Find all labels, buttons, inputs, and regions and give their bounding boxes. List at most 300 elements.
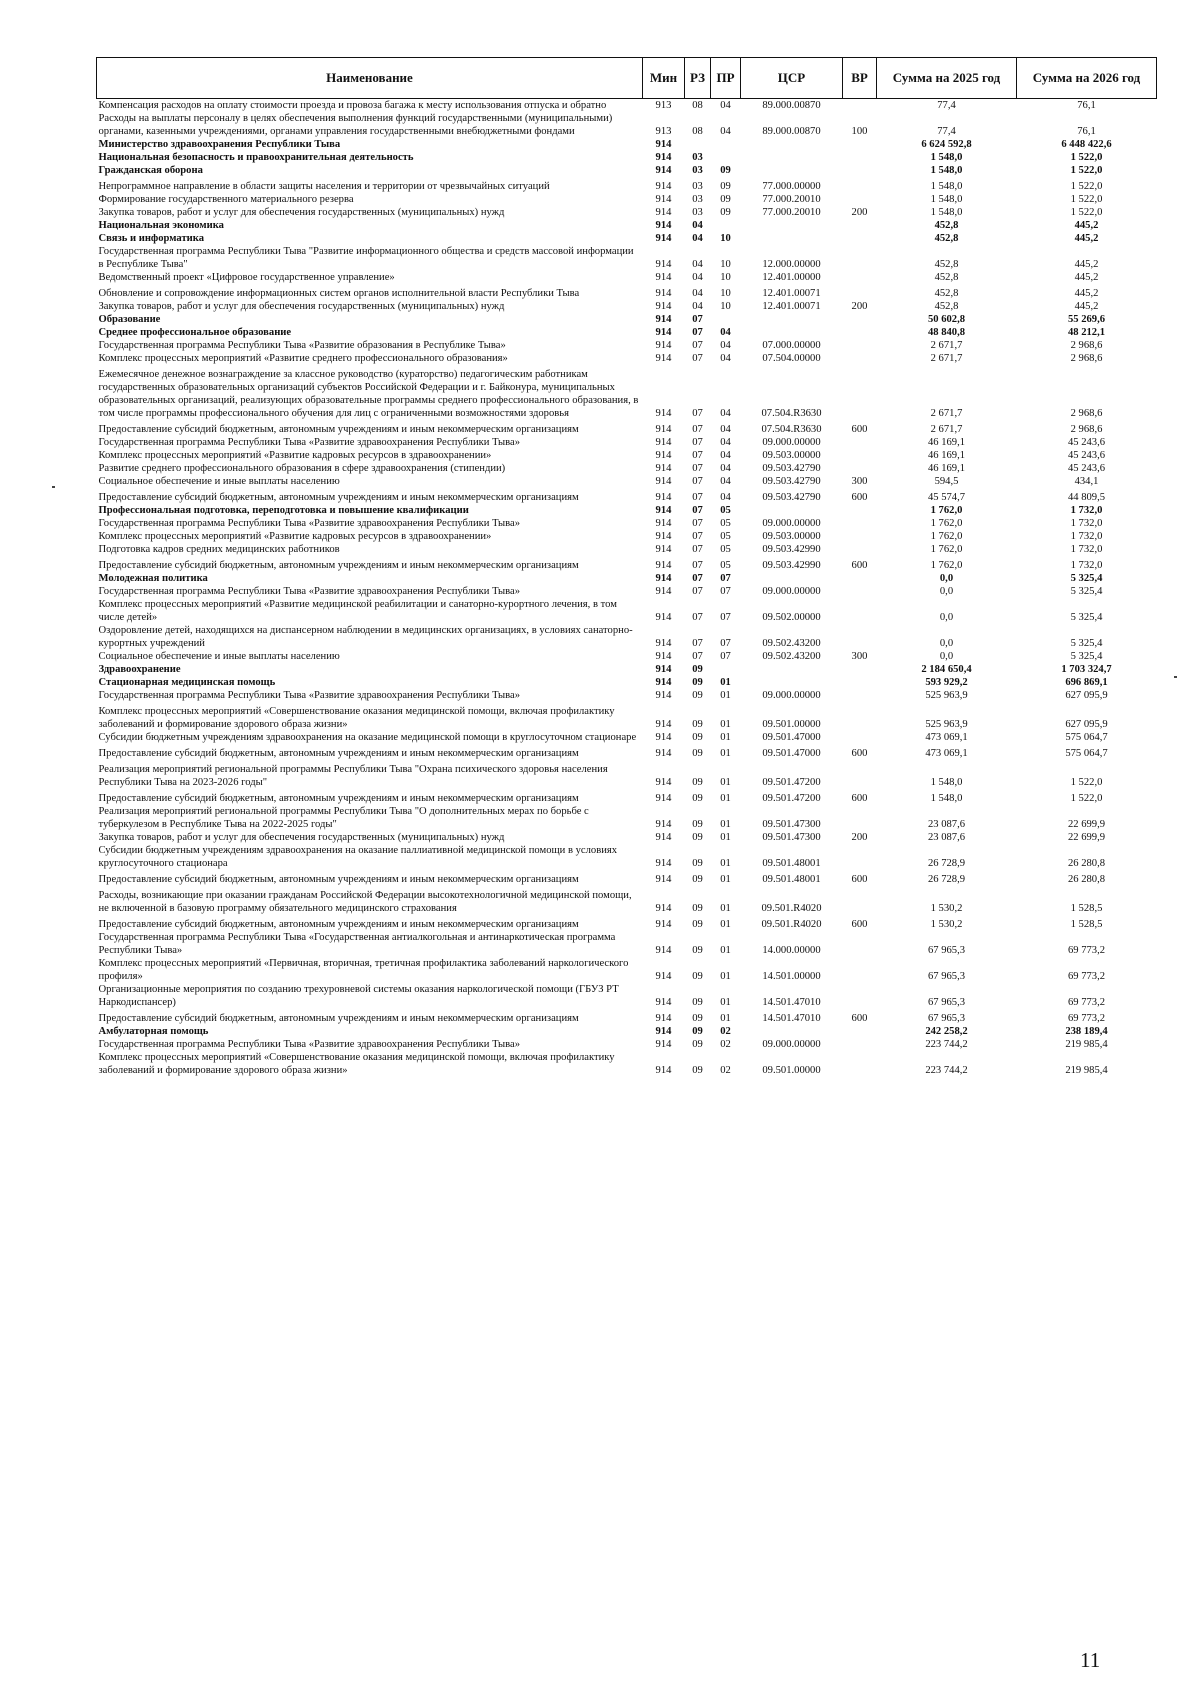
header-rz: РЗ: [685, 58, 711, 99]
row-vr: [843, 193, 877, 206]
row-pr: 02: [720, 1065, 731, 1076]
row-vr: [843, 177, 877, 193]
row-name: Субсидии бюджетным учреждениям здравоохранения на оказание паллиативной медицинской помощи в условиях круглосуточного стационара: [98, 845, 618, 869]
row-rz: 09: [692, 677, 703, 688]
row-csr: [741, 572, 843, 585]
row-sum-2025: 1 762,0: [930, 518, 963, 529]
row-min: 914: [655, 560, 672, 571]
row-min: 914: [655, 677, 672, 688]
row-min: 913: [655, 126, 672, 137]
row-vr: [843, 598, 877, 624]
row-csr: 09.503.00000: [762, 450, 821, 461]
row-pr: 01: [720, 874, 731, 885]
row-min: 914: [655, 971, 672, 982]
row-rz: 07: [692, 651, 703, 662]
row-name: Реализация мероприятий региональной программы Республики Тыва "О дополнительных мерах по борьбе с туберкулезом в Республике Тыва на 2022-2025 годы": [98, 806, 589, 830]
row-pr: 01: [720, 945, 731, 956]
row-sum-2025: 452,8: [934, 301, 959, 312]
row-sum-2026: 1 703 324,7: [1061, 664, 1112, 675]
row-csr: 14.000.00000: [762, 945, 821, 956]
table-row: [97, 326, 1157, 339]
row-min: 914: [655, 793, 672, 804]
row-csr: 77.000.20010: [762, 207, 821, 218]
row-rz: 03: [692, 165, 703, 176]
row-pr: 10: [720, 288, 731, 299]
row-vr: 200: [851, 301, 868, 312]
row-rz: 07: [692, 476, 703, 487]
row-name: Расходы, возникающие при оказании гражданам Российской Федерации высокотехнологичной медицинской помощи, не включенной в базовую программу обязательного медицинского страхования: [98, 890, 632, 914]
row-vr: 300: [851, 651, 868, 662]
table-row: [97, 99, 1157, 113]
row-pr: 04: [720, 100, 731, 111]
row-pr: 04: [720, 450, 731, 461]
row-sum-2025: 6 624 592,8: [921, 139, 972, 150]
row-min: 914: [655, 997, 672, 1008]
row-min: 914: [655, 638, 672, 649]
row-sum-2026: 1 522,0: [1070, 194, 1103, 205]
table-row: [97, 475, 1157, 488]
row-sum-2025: 67 965,3: [927, 997, 966, 1008]
row-name: Предоставление субсидий бюджетным, автономным учреждениям и иным некоммерческим организациям: [98, 874, 579, 885]
row-sum-2026: 5 325,4: [1070, 586, 1103, 597]
row-name: Государственная программа Республики Тыва «Развитие образования в Республике Тыва»: [98, 340, 506, 351]
row-min: 914: [655, 531, 672, 542]
row-csr: 09.503.42990: [762, 560, 821, 571]
row-vr: [843, 245, 877, 271]
row-csr: 09.000.00000: [762, 690, 821, 701]
row-name: Комплекс процессных мероприятий «Развитие кадровых ресурсов в здравоохранении»: [98, 450, 492, 461]
row-vr: [843, 517, 877, 530]
row-rz: 09: [692, 793, 703, 804]
row-sum-2026: 1 522,0: [1070, 777, 1103, 788]
row-name: Социальное обеспечение и иные выплаты населению: [98, 651, 340, 662]
row-rz: 03: [692, 181, 703, 192]
row-min: 914: [655, 544, 672, 555]
row-rz: 07: [692, 408, 703, 419]
row-min: 914: [655, 314, 672, 325]
table-row: [97, 760, 1157, 789]
row-name: Здравоохранение: [98, 664, 181, 675]
row-min: 914: [655, 424, 672, 435]
row-rz: 09: [692, 971, 703, 982]
row-csr: [741, 504, 843, 517]
row-sum-2025: 1 548,0: [930, 165, 963, 176]
row-csr: 14.501.47010: [762, 1013, 821, 1024]
row-sum-2025: 1 548,0: [930, 194, 963, 205]
row-pr: 04: [720, 476, 731, 487]
row-rz: 07: [692, 463, 703, 474]
row-pr: 01: [720, 919, 731, 930]
row-name: Государственная программа Республики Тыва «Развитие здравоохранения Республики Тыва»: [98, 1039, 521, 1050]
row-pr: [711, 663, 741, 676]
row-sum-2026: 45 243,6: [1067, 463, 1106, 474]
row-name: Подготовка кадров средних медицинских работников: [98, 544, 340, 555]
row-sum-2025: 1 548,0: [930, 181, 963, 192]
row-rz: 09: [692, 903, 703, 914]
row-min: 914: [655, 207, 672, 218]
row-rz: 07: [692, 544, 703, 555]
row-min: 914: [655, 690, 672, 701]
row-min: 914: [655, 327, 672, 338]
table-row: [97, 789, 1157, 805]
row-min: 914: [655, 181, 672, 192]
table-row: [97, 598, 1157, 624]
row-min: 914: [655, 340, 672, 351]
table-row: [97, 436, 1157, 449]
row-name: Оздоровление детей, находящихся на диспансерном наблюдении в медицинских организациях, в условиях санаторно-курортных учреждений: [98, 625, 633, 649]
row-name: Организационные мероприятия по созданию трехуровневой системы оказания наркологической помощи (ГБУЗ РТ Наркодиспансер): [98, 984, 619, 1008]
row-rz: 03: [692, 207, 703, 218]
row-name: Закупка товаров, работ и услуг для обеспечения государственных (муниципальных) нужд: [98, 301, 505, 312]
row-min: 914: [655, 492, 672, 503]
table-row: [97, 744, 1157, 760]
row-name: Реализация мероприятий региональной программы Республики Тыва "Охрана психического здоровья населения Республики Тыва на 2023-2026 годы": [98, 764, 608, 788]
header-name: Наименование: [97, 58, 643, 99]
row-sum-2026: 48 212,1: [1067, 327, 1106, 338]
row-name: Государственная программа Республики Тыва «Развитие здравоохранения Республики Тыва»: [98, 690, 521, 701]
row-sum-2025: 473 069,1: [925, 748, 968, 759]
row-csr: 09.501.00000: [762, 1065, 821, 1076]
row-min: 914: [655, 288, 672, 299]
row-sum-2026: 2 968,6: [1070, 408, 1103, 419]
row-pr: 01: [720, 997, 731, 1008]
table-row: [97, 462, 1157, 475]
row-pr: 01: [720, 748, 731, 759]
row-sum-2026: 1 522,0: [1070, 165, 1103, 176]
row-name: Формирование государственного материального резерва: [98, 194, 354, 205]
row-vr: [843, 232, 877, 245]
row-pr: 04: [720, 353, 731, 364]
row-sum-2026: 1 732,0: [1070, 505, 1103, 516]
row-pr: 01: [720, 832, 731, 843]
row-rz: 07: [692, 560, 703, 571]
row-sum-2025: 1 548,0: [930, 777, 963, 788]
row-pr: 01: [720, 971, 731, 982]
row-sum-2025: 77,4: [937, 126, 956, 137]
table-row: [97, 488, 1157, 504]
row-name: Комплекс процессных мероприятий «Первичная, вторичная, третичная профилактика заболеваний наркологического профиля»: [98, 958, 629, 982]
table-row: [97, 530, 1157, 543]
row-min: 914: [655, 651, 672, 662]
row-sum-2026: 1 522,0: [1070, 793, 1103, 804]
row-sum-2025: 50 602,8: [927, 314, 966, 325]
row-rz: 09: [692, 819, 703, 830]
row-name: Министерство здравоохранения Республики Тыва: [98, 139, 341, 150]
row-vr: [843, 676, 877, 689]
row-vr: [843, 352, 877, 365]
row-sum-2026: 5 325,4: [1070, 651, 1103, 662]
row-vr: [843, 983, 877, 1009]
row-sum-2025: 77,4: [937, 100, 956, 111]
table-body: [97, 99, 1157, 1078]
row-vr: 600: [851, 793, 868, 804]
row-sum-2025: 1 762,0: [930, 544, 963, 555]
row-sum-2026: 45 243,6: [1067, 450, 1106, 461]
row-name: Закупка товаров, работ и услуг для обеспечения государственных (муниципальных) нужд: [98, 832, 505, 843]
row-pr: 04: [720, 327, 731, 338]
row-rz: 09: [692, 1013, 703, 1024]
row-csr: 07.504.00000: [762, 353, 821, 364]
row-min: 914: [655, 858, 672, 869]
row-min: 914: [655, 272, 672, 283]
table-row: [97, 844, 1157, 870]
row-min: 914: [655, 1065, 672, 1076]
row-vr: 100: [851, 126, 868, 137]
row-min: 913: [655, 100, 672, 111]
row-min: 914: [655, 408, 672, 419]
table-row: [97, 585, 1157, 598]
row-min: 914: [655, 450, 672, 461]
table-row: [97, 1038, 1157, 1051]
row-csr: 09.502.00000: [762, 612, 821, 623]
row-csr: 07.504.R3630: [761, 424, 822, 435]
row-vr: [843, 138, 877, 151]
table-row: [97, 556, 1157, 572]
row-name: Государственная программа Республики Тыва «Государственная антиалкогольная и антинаркотическая программа Республики Тыва»: [98, 932, 616, 956]
row-vr: [843, 1025, 877, 1038]
row-csr: 09.503.42790: [762, 492, 821, 503]
row-min: 914: [655, 819, 672, 830]
row-sum-2026: 219 985,4: [1065, 1039, 1108, 1050]
row-sum-2026: 69 773,2: [1067, 997, 1106, 1008]
row-pr: [711, 219, 741, 232]
row-rz: 09: [692, 858, 703, 869]
row-sum-2026: 44 809,5: [1067, 492, 1106, 503]
row-sum-2025: 0,0: [939, 573, 954, 584]
table-row: [97, 702, 1157, 731]
row-csr: [741, 663, 843, 676]
header-sum-2026: Сумма на 2026 год: [1017, 58, 1157, 99]
row-rz: 07: [692, 327, 703, 338]
row-min: 914: [655, 476, 672, 487]
row-vr: [843, 271, 877, 284]
table-row: [97, 219, 1157, 232]
row-rz: 07: [692, 437, 703, 448]
row-csr: 12.401.00071: [762, 301, 821, 312]
row-pr: 01: [720, 819, 731, 830]
row-rz: 04: [692, 259, 703, 270]
row-csr: 09.000.00000: [762, 518, 821, 529]
row-min: 914: [655, 505, 672, 516]
row-rz: 09: [692, 997, 703, 1008]
row-pr: 10: [720, 233, 731, 244]
row-rz: 09: [692, 732, 703, 743]
row-rz: 07: [692, 492, 703, 503]
row-sum-2025: 452,8: [934, 220, 959, 231]
row-sum-2026: 1 732,0: [1070, 518, 1103, 529]
row-vr: 600: [851, 492, 868, 503]
row-sum-2025: 1 548,0: [930, 152, 963, 163]
row-csr: 09.501.47200: [762, 777, 821, 788]
row-pr: 01: [720, 1013, 731, 1024]
row-min: 914: [655, 777, 672, 788]
row-sum-2026: 1 732,0: [1070, 560, 1103, 571]
row-sum-2025: 2 671,7: [930, 340, 963, 351]
row-min: 914: [655, 233, 672, 244]
row-rz: 08: [692, 100, 703, 111]
row-rz: 03: [692, 194, 703, 205]
row-rz: 09: [692, 1026, 703, 1037]
row-sum-2025: 452,8: [934, 288, 959, 299]
row-pr: 05: [720, 505, 731, 516]
row-rz: 07: [692, 353, 703, 364]
row-pr: 09: [720, 207, 731, 218]
row-pr: 09: [720, 194, 731, 205]
row-min: 914: [655, 748, 672, 759]
row-vr: [843, 760, 877, 789]
row-name: Профессиональная подготовка, переподготовка и повышение квалификации: [98, 505, 469, 516]
row-pr: 02: [720, 1039, 731, 1050]
row-sum-2025: 1 548,0: [930, 207, 963, 218]
table-row: [97, 313, 1157, 326]
row-sum-2025: 223 744,2: [925, 1065, 968, 1076]
row-csr: 09.503.42790: [762, 476, 821, 487]
row-sum-2025: 48 840,8: [927, 327, 966, 338]
row-sum-2025: 1 548,0: [930, 793, 963, 804]
row-csr: 09.000.00000: [762, 437, 821, 448]
row-rz: 09: [692, 919, 703, 930]
row-rz: 09: [692, 945, 703, 956]
row-vr: [843, 1038, 877, 1051]
scan-speck: [1174, 676, 1177, 678]
row-sum-2026: 1 528,5: [1070, 919, 1103, 930]
row-name: Государственная программа Республики Тыва "Развитие информационного общества и средств массовой информации в Республике Тыва": [98, 246, 634, 270]
row-sum-2025: 67 965,3: [927, 1013, 966, 1024]
row-sum-2026: 22 699,9: [1067, 832, 1106, 843]
row-rz: 09: [692, 664, 703, 675]
row-vr: [843, 572, 877, 585]
row-pr: [711, 138, 741, 151]
row-vr: [843, 689, 877, 702]
table-row: [97, 151, 1157, 164]
row-name: Образование: [98, 314, 161, 325]
row-pr: 01: [720, 903, 731, 914]
row-sum-2026: 445,2: [1074, 233, 1099, 244]
row-csr: 09.501.47300: [762, 832, 821, 843]
table-row: [97, 420, 1157, 436]
table-row: [97, 1051, 1157, 1077]
row-sum-2026: 445,2: [1074, 259, 1099, 270]
row-pr: 07: [720, 573, 731, 584]
row-csr: 07.504.R3630: [761, 408, 822, 419]
row-csr: 09.501.47300: [762, 819, 821, 830]
table-row: [97, 831, 1157, 844]
row-name: Ведомственный проект «Цифровое государственное управление»: [98, 272, 395, 283]
row-csr: 09.501.48001: [762, 874, 821, 885]
row-csr: [741, 326, 843, 339]
row-csr: 09.502.43200: [762, 638, 821, 649]
row-name: Государственная программа Республики Тыва «Развитие здравоохранения Республики Тыва»: [98, 586, 521, 597]
row-vr: [843, 436, 877, 449]
row-sum-2026: 69 773,2: [1067, 945, 1106, 956]
row-pr: 07: [720, 638, 731, 649]
row-sum-2026: 445,2: [1074, 220, 1099, 231]
row-vr: [843, 365, 877, 420]
row-sum-2025: 473 069,1: [925, 732, 968, 743]
row-min: 914: [655, 573, 672, 584]
row-vr: [843, 504, 877, 517]
row-sum-2025: 2 671,7: [930, 353, 963, 364]
row-name: Предоставление субсидий бюджетным, автономным учреждениям и иным некоммерческим организациям: [98, 919, 579, 930]
row-rz: 09: [692, 690, 703, 701]
table-row: [97, 284, 1157, 300]
table-row: [97, 1025, 1157, 1038]
row-rz: 09: [692, 1039, 703, 1050]
row-sum-2025: 46 169,1: [927, 437, 966, 448]
row-name: Амбулаторная помощь: [98, 1026, 209, 1037]
row-csr: [741, 676, 843, 689]
row-sum-2026: 696 869,1: [1065, 677, 1108, 688]
row-sum-2026: 5 325,4: [1070, 573, 1103, 584]
row-name: Социальное обеспечение и иные выплаты населению: [98, 476, 340, 487]
row-name: Комплекс процессных мероприятий «Совершенствование оказания медицинской помощи, включая профилактику заболеваний и формирование здорового образа жизни»: [98, 706, 615, 730]
row-vr: [843, 284, 877, 300]
row-pr: 10: [720, 301, 731, 312]
row-rz: 07: [692, 612, 703, 623]
row-vr: 600: [851, 424, 868, 435]
row-vr: 300: [851, 476, 868, 487]
row-min: 914: [655, 220, 672, 231]
row-vr: [843, 339, 877, 352]
row-pr: 10: [720, 272, 731, 283]
row-csr: 77.000.20010: [762, 194, 821, 205]
row-rz: 07: [692, 638, 703, 649]
row-min: 914: [655, 1013, 672, 1024]
row-sum-2025: 452,8: [934, 259, 959, 270]
row-sum-2025: 1 530,2: [930, 903, 963, 914]
row-sum-2025: 2 671,7: [930, 408, 963, 419]
row-sum-2026: 22 699,9: [1067, 819, 1106, 830]
row-rz: 07: [692, 518, 703, 529]
row-min: 914: [655, 165, 672, 176]
row-sum-2026: 5 325,4: [1070, 612, 1103, 623]
table-row: [97, 352, 1157, 365]
table-row: [97, 572, 1157, 585]
row-min: 914: [655, 732, 672, 743]
row-vr: [843, 326, 877, 339]
table-row: [97, 886, 1157, 915]
table-row: [97, 138, 1157, 151]
row-rz: 07: [692, 340, 703, 351]
header-csr: ЦСР: [741, 58, 843, 99]
row-csr: 09.503.42990: [762, 544, 821, 555]
table-row: [97, 112, 1157, 138]
row-csr: 09.501.47000: [762, 732, 821, 743]
row-pr: 04: [720, 408, 731, 419]
row-csr: 12.401.00000: [762, 272, 821, 283]
row-sum-2026: 55 269,6: [1067, 314, 1106, 325]
row-rz: 07: [692, 531, 703, 542]
row-vr: 600: [851, 874, 868, 885]
row-sum-2026: 445,2: [1074, 301, 1099, 312]
row-rz: 03: [692, 152, 703, 163]
row-sum-2025: 23 087,6: [927, 819, 966, 830]
row-sum-2026: 575 064,7: [1065, 748, 1108, 759]
row-vr: [843, 585, 877, 598]
row-name: Обновление и сопровождение информационных систем органов исполнительной власти Республики Тыва: [98, 288, 580, 299]
row-csr: 09.000.00000: [762, 1039, 821, 1050]
row-csr: 09.501.47200: [762, 793, 821, 804]
row-csr: 09.000.00000: [762, 586, 821, 597]
row-vr: [843, 805, 877, 831]
row-sum-2026: 1 732,0: [1070, 544, 1103, 555]
row-rz: 09: [692, 719, 703, 730]
row-name: Стационарная медицинская помощь: [98, 677, 276, 688]
row-min: 914: [655, 832, 672, 843]
row-sum-2025: 46 169,1: [927, 463, 966, 474]
table-row: [97, 915, 1157, 931]
row-name: Национальная экономика: [98, 220, 224, 231]
